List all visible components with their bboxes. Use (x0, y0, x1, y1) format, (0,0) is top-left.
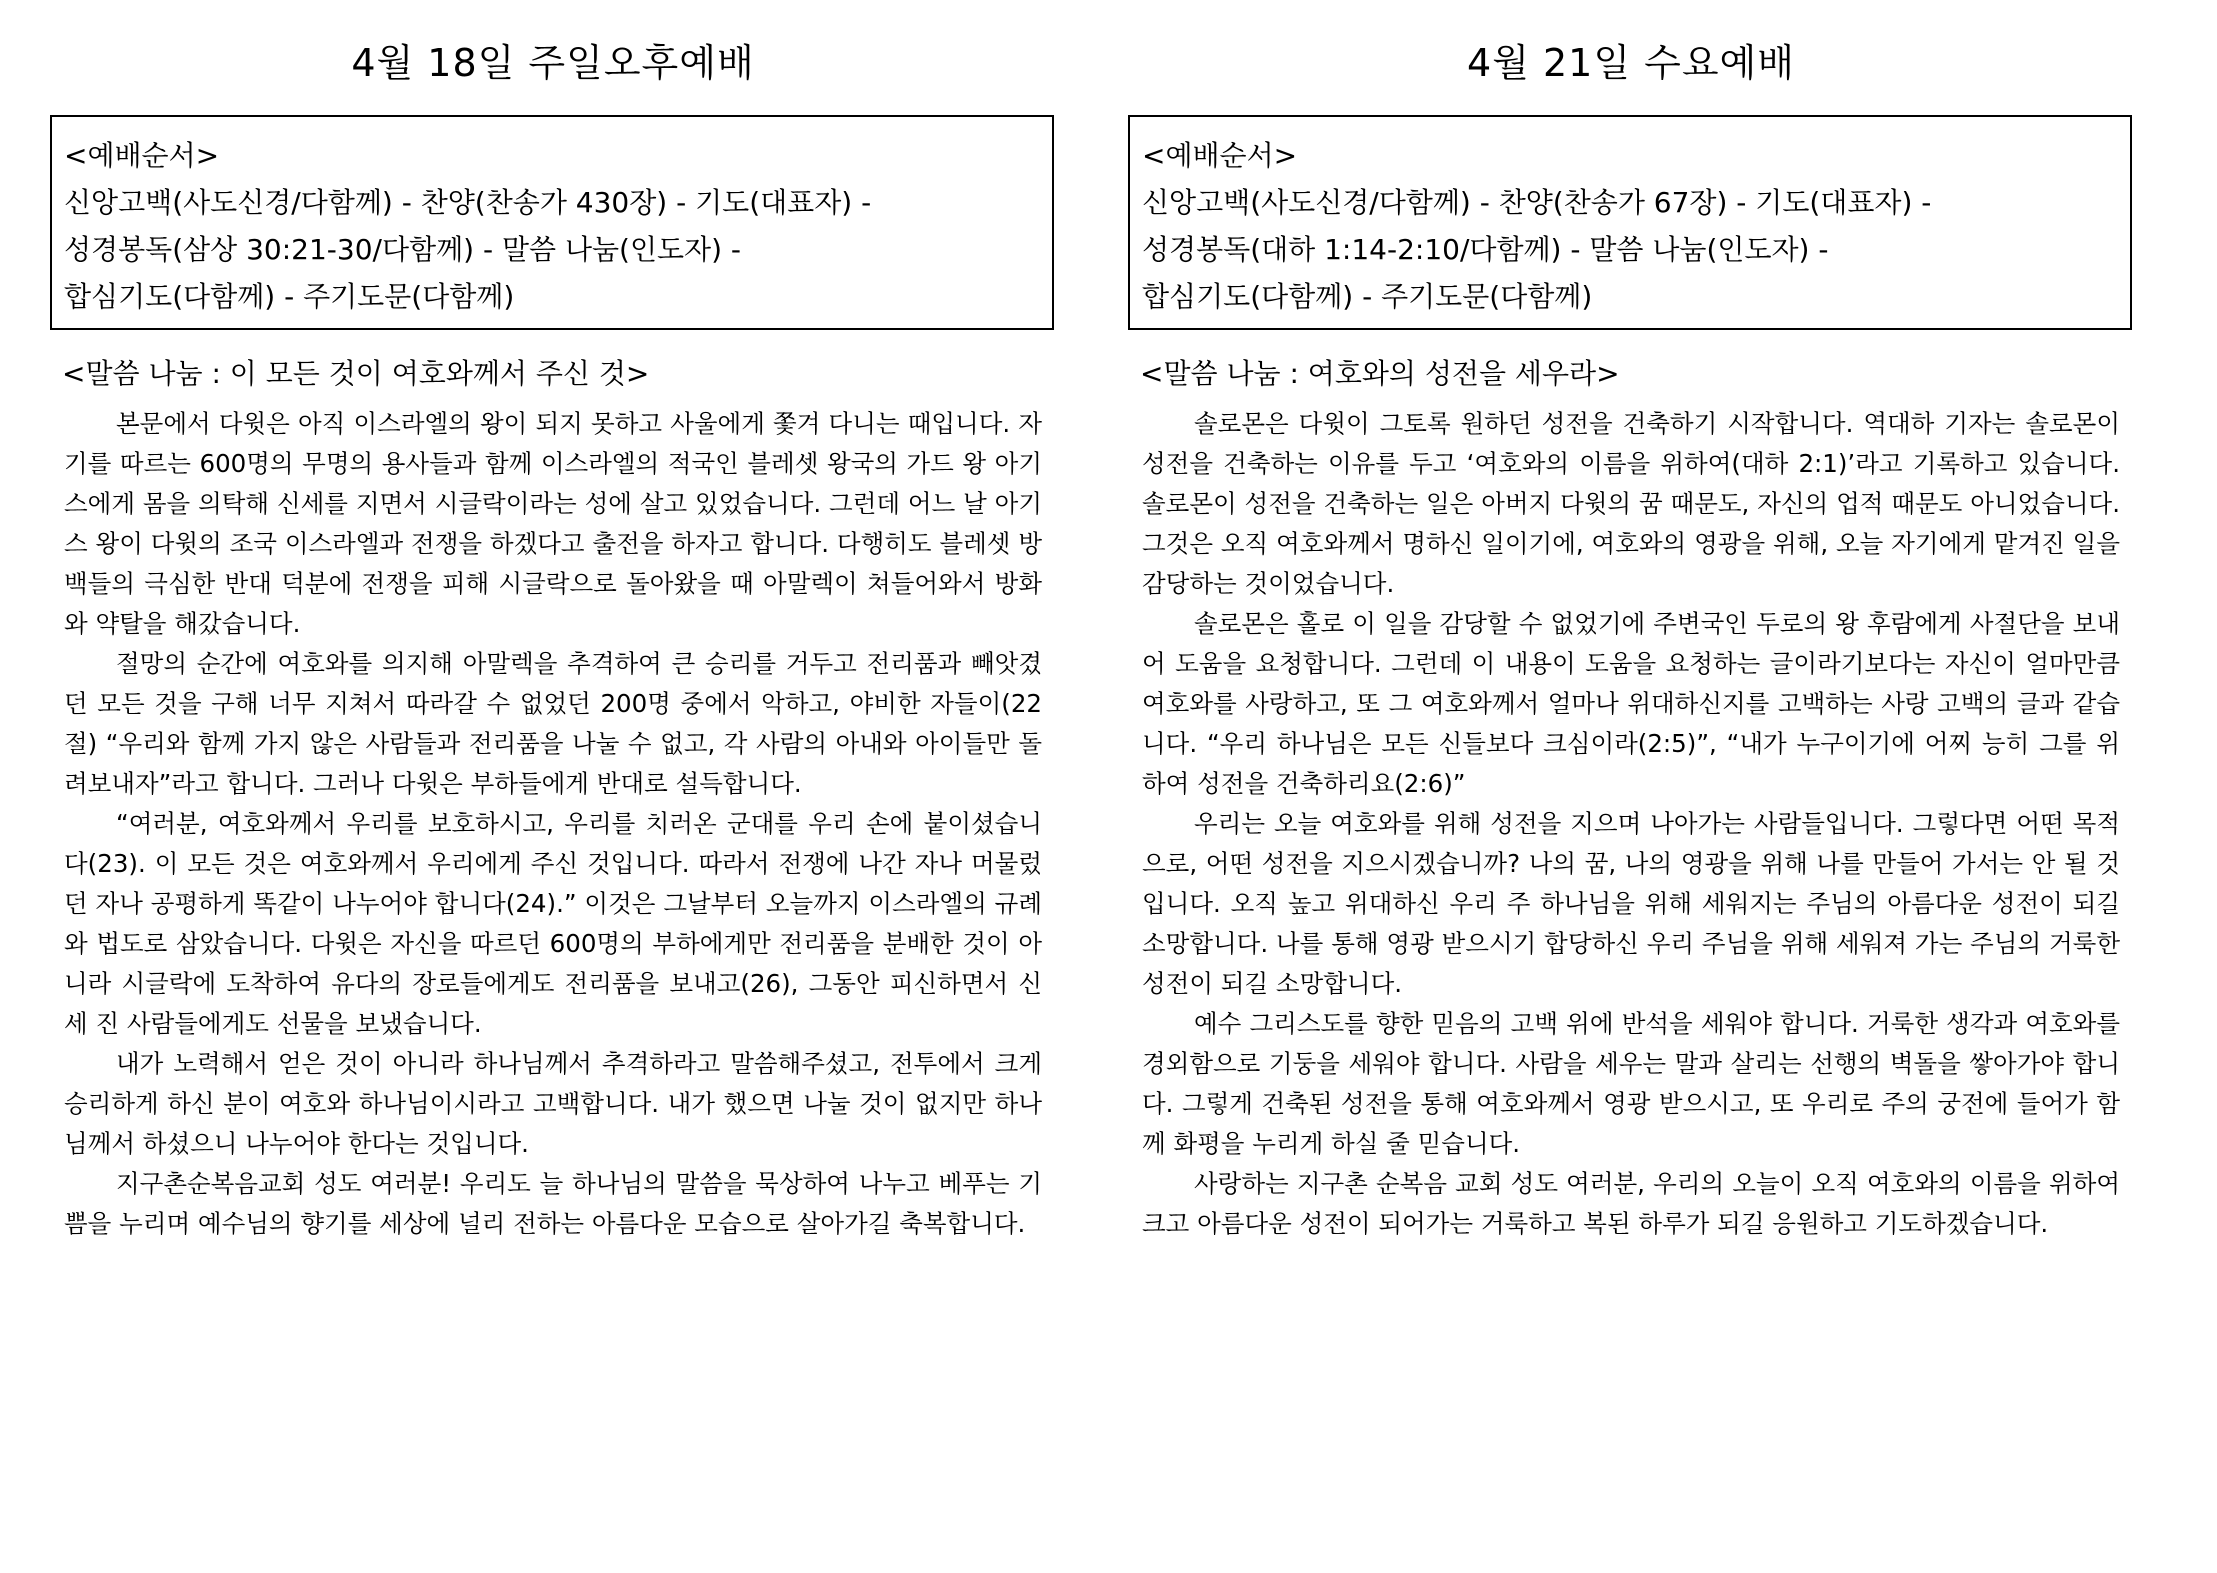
paragraph: 솔로몬은 다윗이 그토록 원하던 성전을 건축하기 시작합니다. 역대하 기자는 솔로몬이 성전을 건축하는 이유를 두고 ‘여호와의 이름을 위하여(대하 2:1)’라고 기록하고 있습니다. 솔로몬이 성전을 건축하는 일은 아버지 다윗의 꿈 때문도, 자신의 업적 때문도 아니었습니다. 그것은 오직 여호와께서 명하신 일이기에, 여호와의 영광을 위해, 오늘 자기에게 맡겨진 일을 감당하는 것이었습니다. (1142, 409, 2120, 598)
paragraph: 우리는 오늘 여호와를 위해 성전을 지으며 나아가는 사람들입니다. 그렇다면 어떤 목적으로, 어떤 성전을 지으시겠습니까? 나의 꿈, 나의 영광을 위해 나를 만들어 가서는 안 될 것입니다. 오직 높고 위대하신 우리 주 하나님을 위해 세워지는 주님의 아름다운 성전이 되길 소망합니다. 나를 통해 영광 받으시기 합당하신 우리 주님을 위해 세워져 가는 주님의 거룩한 성전이 되길 소망합니다. (1142, 809, 2120, 998)
paragraph: 내가 노력해서 얻은 것이 아니라 하나님께서 추격하라고 말씀해주셨고, 전투에서 크게 승리하게 하신 분이 여호와 하나님이시라고 고백합니다. 내가 했으면 나눌 것이 없지만 하나님께서 하셨으니 나누어야 한다는 것입니다. (64, 1049, 1042, 1158)
order-heading: <예배순서> (1142, 139, 1298, 172)
paragraph: 본문에서 다윗은 아직 이스라엘의 왕이 되지 못하고 사울에게 쫓겨 다니는 때입니다. 자기를 따르는 600명의 무명의 용사들과 함께 이스라엘의 적국인 블레셋 왕국의 가드 왕 아기스에게 몸을 의탁해 신세를 지면서 시글락이라는 성에 살고 있었습니다. 그런데 어느 날 아기스 왕이 다윗의 조국 이스라엘과 전쟁을 하겠다고 출전을 하자고 합니다. 다행히도 블레셋 방백들의 극심한 반대 덕분에 전쟁을 피해 시글락으로 돌아왔을 때 아말렉이 쳐들어와서 방화와 약탈을 해갔습니다. (64, 409, 1042, 638)
worship-order-box (50, 115, 1054, 330)
order-line: 합심기도(다함께) - 주기도문(다함께) (1142, 280, 1593, 313)
service-title: 4월 21일 수요예배 (1467, 41, 1795, 85)
worship-order-box (1128, 115, 2132, 330)
order-line: 성경봉독(삼상 30:21-30/다함께) - 말씀 나눔(인도자) - (64, 233, 742, 266)
paragraph: “여러분, 여호와께서 우리를 보호하시고, 우리를 치러온 군대를 우리 손에 붙이셨습니다(23). 이 모든 것은 여호와께서 우리에게 주신 것입니다. 따라서 전쟁에 나간 자나 머물렀던 자나 공평하게 똑같이 나누어야 합니다(24).” 이것은 그날부터 오늘까지 이스라엘의 규례와 법도로 삼았습니다. 다윗은 자신을 따르던 600명의 부하에게만 전리품을 분배한 것이 아니라 시글락에 도착하여 유다의 장로들에게도 전리품을 보내고(26), 그동안 피신하면서 신세 진 사람들에게도 선물을 보냈습니다. (64, 809, 1042, 1038)
sermon-title: <말씀 나눔 : 여호와의 성전을 세우라> (1140, 357, 1620, 390)
paragraph: 솔로몬은 홀로 이 일을 감당할 수 없었기에 주변국인 두로의 왕 후람에게 사절단을 보내어 도움을 요청합니다. 그런데 이 내용이 도움을 요청하는 글이라기보다는 자신이 얼마만큼 여호와를 사랑하고, 또 그 여호와께서 얼마나 위대하신지를 고백하는 사랑 고백의 글과 같습니다. “우리 하나님은 모든 신들보다 크심이라(2:5)”, “내가 누구이기에 어찌 능히 그를 위하여 성전을 건축하리요(2:6)” (1142, 609, 2120, 798)
service-title: 4월 18일 주일오후예배 (351, 41, 755, 85)
sermon-title: <말씀 나눔 : 이 모든 것이 여호와께서 주신 것> (62, 357, 650, 390)
order-heading: <예배순서> (64, 139, 220, 172)
order-line: 신앙고백(사도신경/다함께) - 찬양(찬송가 67장) - 기도(대표자) - (1142, 186, 1932, 219)
sermon-body (1142, 404, 2120, 1244)
sermon-body (64, 404, 1042, 1244)
paragraph: 사랑하는 지구촌 순복음 교회 성도 여러분, 우리의 오늘이 오직 여호와의 이름을 위하여 크고 아름다운 성전이 되어가는 거룩하고 복된 하루가 되길 응원하고 기도하겠습니다. (1142, 1169, 2120, 1238)
paragraph: 지구촌순복음교회 성도 여러분! 우리도 늘 하나님의 말씀을 묵상하여 나누고 베푸는 기쁨을 누리며 예수님의 향기를 세상에 널리 전하는 아름다운 모습으로 살아가길 축복합니다. (64, 1169, 1042, 1238)
paragraph: 예수 그리스도를 향한 믿음의 고백 위에 반석을 세워야 합니다. 거룩한 생각과 여호와를 경외함으로 기둥을 세워야 합니다. 사람을 세우는 말과 살리는 선행의 벽돌을 쌓아가야 합니다. 그렇게 건축된 성전을 통해 여호와께서 영광 받으시고, 또 우리로 주의 궁전에 들어가 함께 화평을 누리게 하실 줄 믿습니다. (1142, 1009, 2120, 1158)
order-line: 성경봉독(대하 1:14-2:10/다함께) - 말씀 나눔(인도자) - (1142, 233, 1829, 266)
paragraph: 절망의 순간에 여호와를 의지해 아말렉을 추격하여 큰 승리를 거두고 전리품과 빼앗겼던 모든 것을 구해 너무 지쳐서 따라갈 수 없었던 200명 중에서 악하고, 야비한 자들이(22절) “우리와 함께 가지 않은 사람들과 전리품을 나눌 수 없고, 각 사람의 아내와 아이들만 돌려보내자”라고 합니다. 그러나 다윗은 부하들에게 반대로 설득합니다. (64, 649, 1042, 798)
order-line: 합심기도(다함께) - 주기도문(다함께) (64, 280, 515, 313)
order-line: 신앙고백(사도신경/다함께) - 찬양(찬송가 430장) - 기도(대표자) - (64, 186, 872, 219)
